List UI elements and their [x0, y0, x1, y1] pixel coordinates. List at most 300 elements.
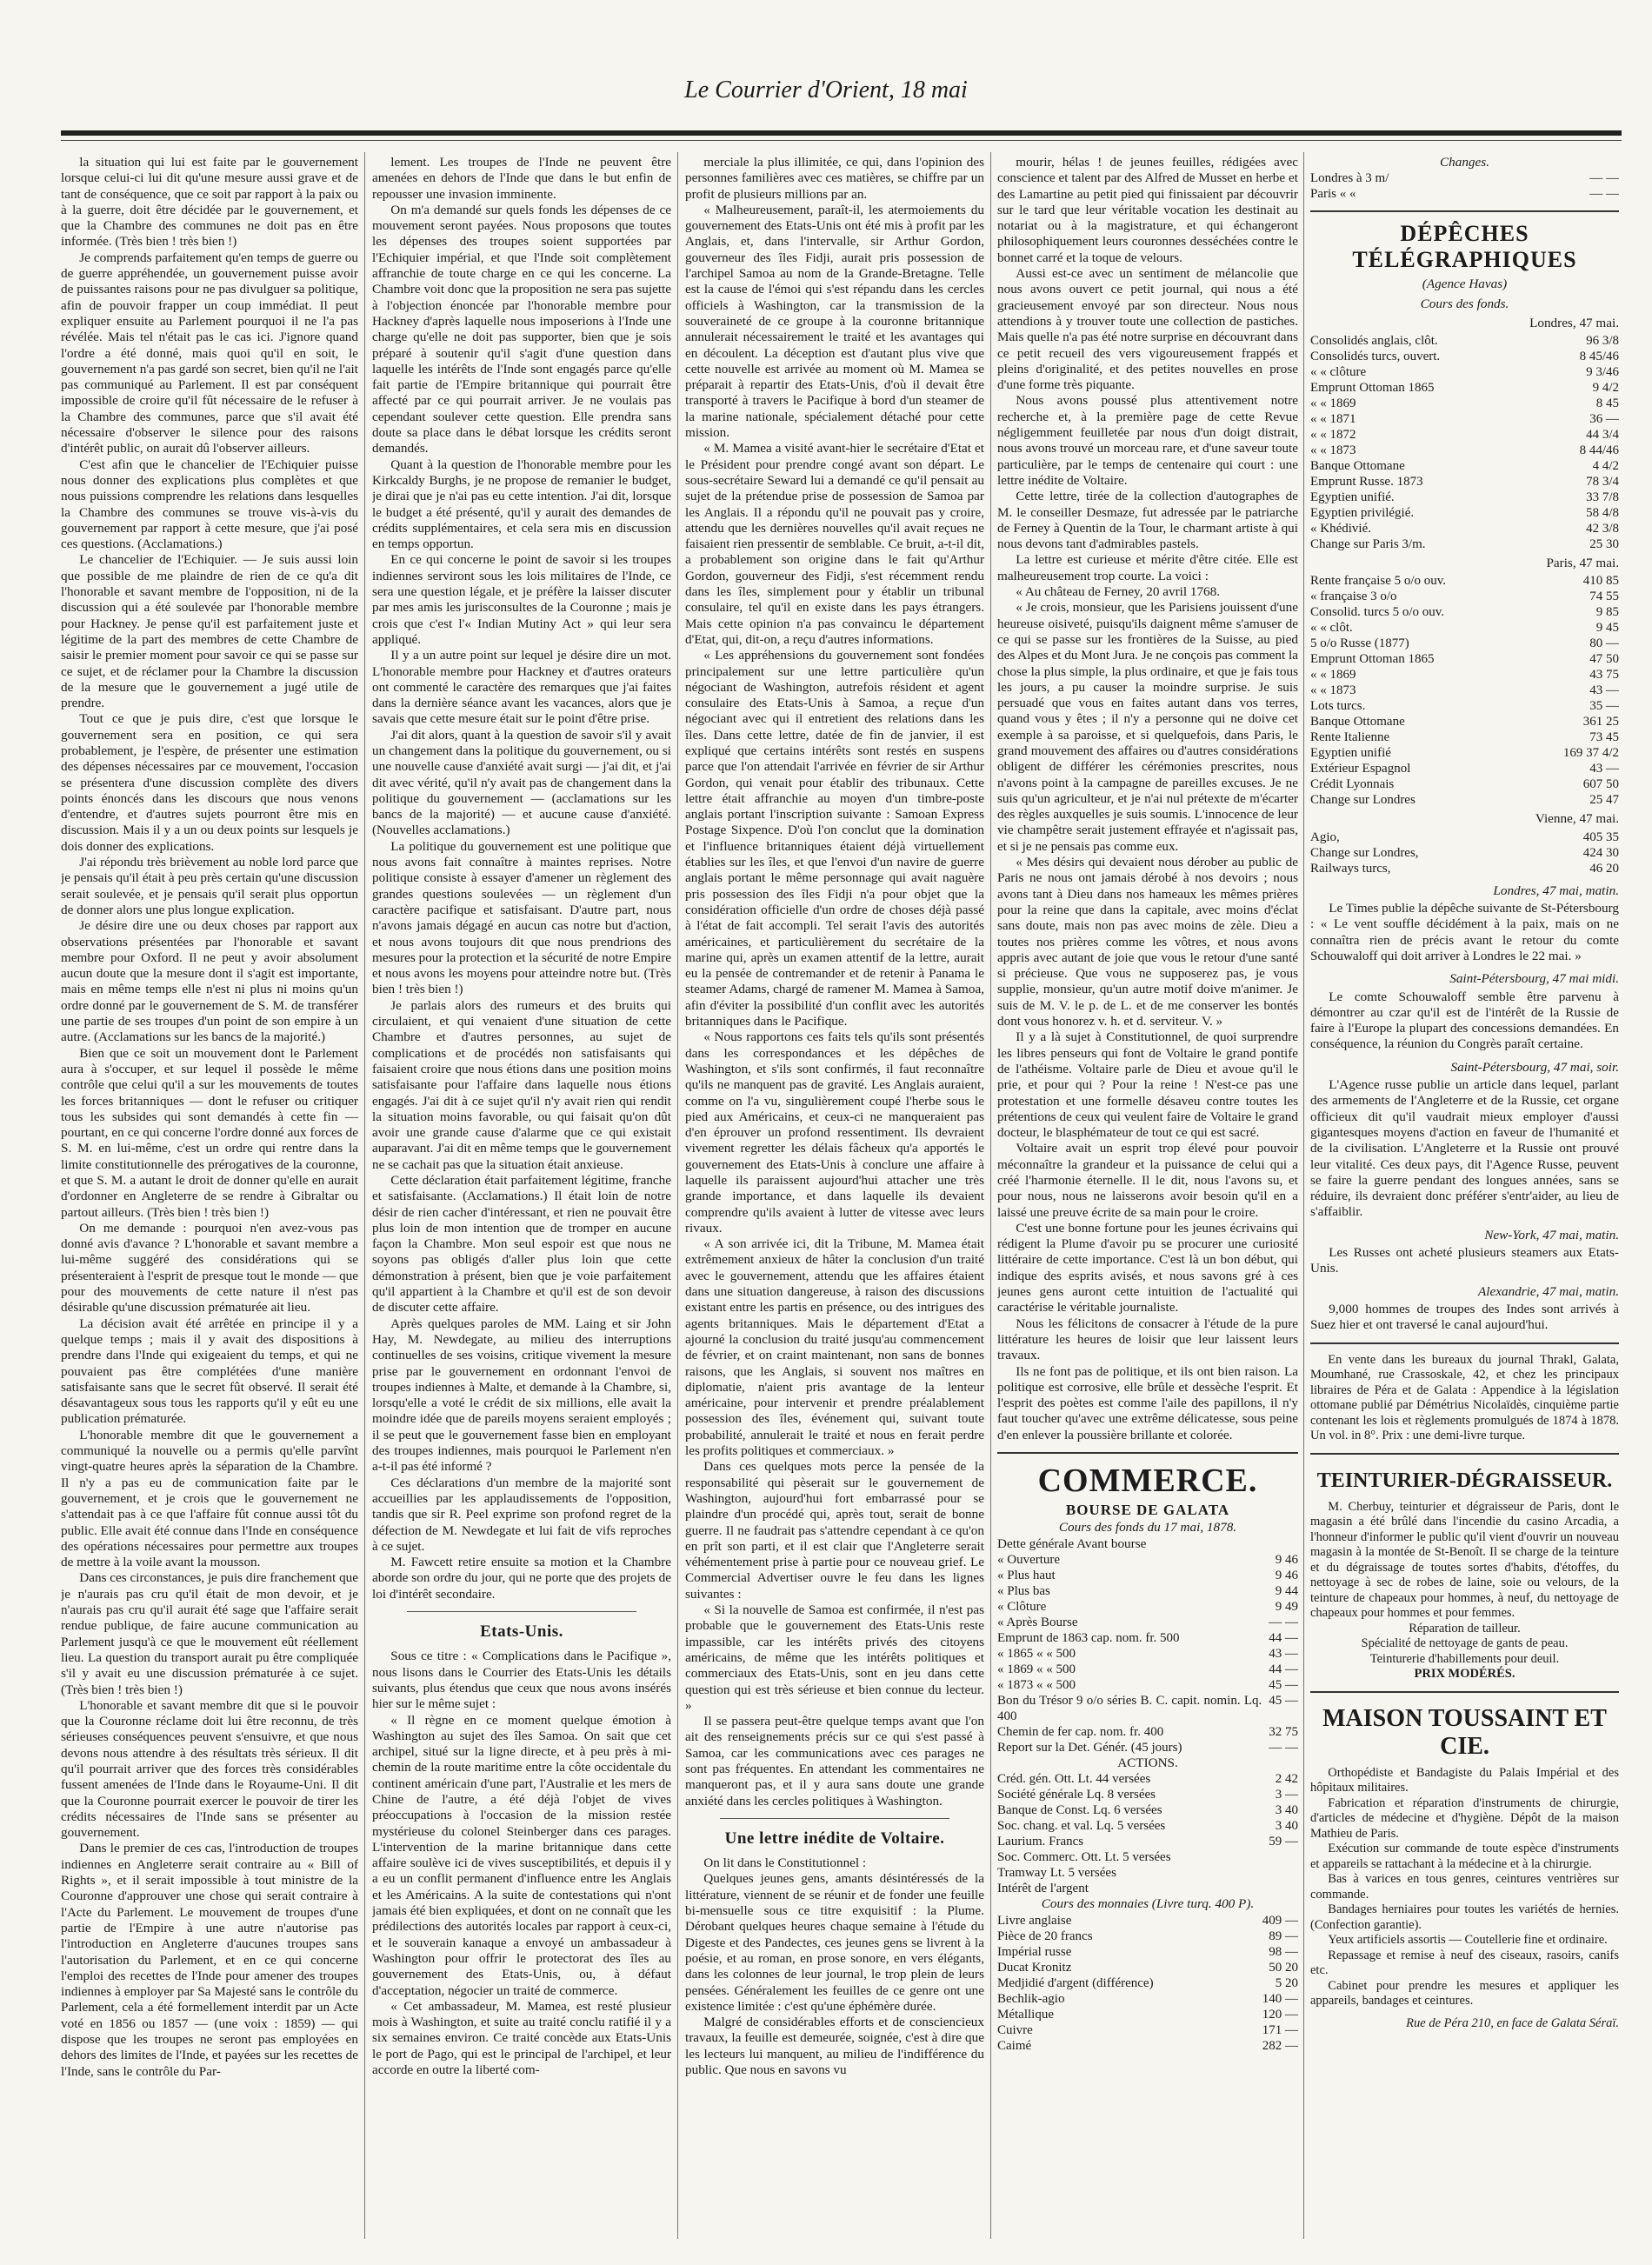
column-1: [61, 155, 358, 2239]
article-paragraph: Bien que ce soit un mouvement dont le Parlement aura à s'occuper, et sur lequel il possède le même contrôle que celui qu'il a sur les mouvements de toutes les forces britanniques — dont le refuser ou critiquer tous les subsides qui sont demandés à cette fin — pourtant, en ce qui concerne l'ordre donné aux forces de S. M. en lui-même, c'est un ordre qui rentre dans la limite constitutionnelle des prérogatives de la couronne, et que S. M. a autant le droit de donner qu'elle en aurait d'ordonner en Angleterre de se rendre à Gibraltar ou partout ailleurs. (Très bien ! très bien !): [61, 1045, 358, 1220]
quote-value: 50 20: [1269, 1960, 1298, 1975]
article-paragraph: Ils ne font pas de politique, et ils ont bien raison. La politique est corrosive, elle brûle et dessèche l'esprit. Et l'esprit des poètes est comme l'aile des papillons, il n'y faut toucher qu'avec une extrême délicatesse, sous peine d'en enlever la poussière brillante et colorée.: [997, 1363, 1298, 1442]
separator: [407, 1611, 636, 1612]
quote-row: [997, 1881, 1298, 1896]
quote-value: 8 44/46: [1579, 443, 1619, 458]
article-paragraph: lement. Les troupes de l'Inde ne peuvent être amenées en dehors de l'Inde que dans le but enfin de repousser une invasion imminente.: [372, 155, 671, 202]
separator: [1310, 1342, 1619, 1344]
article-paragraph: En ce qui concerne le point de savoir si les troupes indiennes serviront sous les lois militaires de l'Inde, ce sera une question légale, et je préfère la laisser discuter par mes amis les jurisconsultes de la Couronne ; mais je crois que c'est l'« Indian Mutiny Act » qui leur sera appliqué.: [372, 552, 671, 647]
dette-heading: Dette générale Avant bourse: [997, 1536, 1147, 1551]
quote-row: [997, 1944, 1298, 1960]
separator: [1310, 1453, 1619, 1455]
quote-label: Extérieur Espagnol: [1310, 762, 1411, 776]
article-paragraph: Malgré de considérables efforts et de consciencieux travaux, la feuille est demeurée, soignée, c'est à dire que les lecteurs lui manquent, au milieu de l'indifférence du public. Que nous en savons vu: [685, 2015, 984, 2078]
quote-value: — —: [1269, 1615, 1298, 1629]
agency-name: (Agence Havas): [1422, 276, 1508, 292]
article-paragraph: Après quelques paroles de MM. Laing et sir John Hay, M. Newdegate, au milieu des interruptions continuelles de ses voisins, critique vivement la mesure prise par le gouvernement en ordonnant l'envoi de troupes indiennes à Malte, et demande à la Chambre, si, lorsqu'elle a voté le crédit de six millions, elle avait la moindre idée que de pareils moyens seraient employés ; il se peut que le gouvernement fasse bien en employant des troupes indiennes, mais pourquoi le Parlement n'en a-t-il pas été informé ?: [372, 1316, 671, 1475]
article-paragraph: Quelques jeunes gens, amants désintéressés de la littérature, viennent de se réunir et de fonder une feuille bi-mensuelle sous ce titre exquisitif : la Plume. Dérobant quelques heures chaque semaine à l'étude du Digeste et des Pandectes, ces jeunes gens se livrent à la poésie, et au roman, en prose sonore, en vers élégants, dans les colonnes de leur journal, le trop plein de leurs pensées. Généralement les feuilles de ce genre ont une existence limitée : c'est qu'une éphémère durée.: [685, 1871, 984, 2014]
column-divider: [1303, 152, 1304, 2239]
quote-label: « « 1872: [1310, 428, 1356, 443]
quote-value: 80 —: [1589, 636, 1619, 651]
vienna-quotes-table: [1310, 829, 1619, 876]
quote-row: [1310, 536, 1619, 552]
quote-value: 2 42: [1275, 1772, 1298, 1787]
quote-row: [997, 1991, 1298, 2007]
quote-value: — —: [1589, 187, 1619, 202]
article-paragraph: Aussi est-ce avec un sentiment de mélancolie que nous avons ouvert ce petit journal, qui nous a été gracieusement envoyé par son directeur. Nous nous attendions à y trouver toute une collection de pastiches. Mais quelle n'a pas été notre surprise en découvrant dans ce petit recueil des vers vigoureusement frappés et pleins d'originalité, et des petites nouvelles en prose d'une forme très piquante.: [997, 266, 1298, 393]
toussaint-lines: [1310, 1766, 1619, 2009]
quote-label: Emprunt Russe. 1873: [1310, 475, 1423, 490]
article-paragraph: « Si la nouvelle de Samoa est confirmée, il n'est pas probable que le gouvernement des Etats-Unis reste impassible, car les intérêts privés des citoyens américains, de même que les intérêts politiques et commerciaux des Etats-Unis, sont en jeu dans cette question qui est très sérieuse et bien connue du lecteur. »: [685, 1602, 984, 1713]
toussaint-address: Rue de Péra 210, en face de Galata Séraï.: [1406, 2015, 1619, 2030]
monnaies-table: [997, 1913, 1298, 2054]
article-paragraph: La décision avait été arrêtée en principe il y a quelque temps ; mais il y avait des dispositions à prendre dans l'Inde qui exigeaient du temps, et qui ne pouvaient pas être complétées d'une manière satisfaisante sans que le secret fût observé. Il serait été désavantageux sous tous les rapports qu'il y eût eu une publication prématurée.: [61, 1316, 358, 1427]
article-paragraph: « Il règne en ce moment quelque émotion à Washington au sujet des îles Samoa. On sait que cet archipel, situé sur la ligne directe, et à peu près à mi-chemin de la route maritime entre la côte occidentale du continent américain d'une part, l'Australie et les mers de Chine de l'autre, a été déjà l'objet de vives préoccupations à l'occasion de la mission restée mystérieuse du colonel Steinberger dans ces parages. L'intervention de la marine britannique dans cette affaire soulève ici de vives susceptibilités, et depuis il y a eu un conflit permanent d'influence entre les Anglais et les Américains. A la suite de contestations qui n'ont jamais été bien expliquées, et dont on ne connaît que les prédilections des autorités locales par rapport à ceux-ci, et le souverain kanaque a envoyé un ambassadeur à Washington pour offrir le protectorat des îles au gouvernement des Etats-Unis, ou, à défaut d'acceptation, négocier un traité de commerce.: [372, 1712, 671, 1998]
toussaint-line: Fabrication et réparation d'instruments de chirurgie, d'articles de médecine et d'hygiène. Dépôt de la maison Mathieu de Paris.: [1310, 1795, 1619, 1841]
quote-row: [997, 1818, 1298, 1834]
quote-value: 5 20: [1275, 1975, 1298, 1990]
quote-value: 25 30: [1589, 537, 1619, 552]
quote-row: [1310, 573, 1619, 589]
paris-quote-head: Paris, 47 mai.: [1546, 556, 1619, 571]
article-paragraph: « Mes désirs qui devaient nous dérober au public de Paris ne nous ont jamais dérobé à nos devoirs ; nous avons tant à Dieu dans nos hameaux les mêmes prières pour la reine que dans la capitale, avec moins d'éclat sans doute, mais non pas avec moins de zèle. Dieu a toutes nos prières comme les vôtres, et nous avons appris avec autant de joie que vous le retour d'une santé si précieuse. Que vous ne supposerez pas, je vous supplie, monsieur, qu'un autre motif doive m'animer. Je suis de M. V. le p. de L. et de me conserver les bontés dont vous honorez v. h. et d. serviteur. V. »: [997, 855, 1298, 1029]
column-divider: [990, 152, 991, 2239]
quote-row: [997, 1771, 1298, 1787]
quote-value: 35 —: [1589, 699, 1619, 714]
quote-label: Londres à 3 m/: [1310, 171, 1389, 186]
dispatch-dateline: Alexandrie, 47 mai, matin.: [1478, 1283, 1619, 1299]
article-paragraph: La politique du gouvernement est une politique que nous avons fait connaître à maintes reprises. Notre politique consiste à essayer d'amener un règlement des grandes questions soulevées — un règlement d'un caractère pacifique et satisfaisant. D'autre part, nous n'avons jamais dégagé en aucun cas notre but d'action, et nous avons toujours dit que nous prendrions des mesures pour la protection et la sécurité de notre Empire et nous avons les moyens pour atteindre notre but. (Très bien ! très bien !): [372, 838, 671, 997]
toussaint-line: Orthopédiste et Bandagiste du Palais Impérial et des hôpitaux militaires.: [1310, 1765, 1619, 1795]
london-quotes-table: [1310, 333, 1619, 552]
quote-value: — —: [1269, 1740, 1298, 1755]
dispatch-text: Le comte Schouwaloff semble être parvenu à démontrer au czar qu'il est de l'intérêt de la Russie de faire à l'Europe la plupart des concessions demandées. En conséquence, la réunion du Congrès paraît certaine.: [1310, 989, 1619, 1052]
quote-label: Livre anglaise: [997, 1913, 1072, 1928]
quote-row: [1310, 636, 1619, 651]
quote-value: 74 55: [1589, 590, 1619, 604]
quote-label: Intérêt de l'argent: [997, 1882, 1089, 1896]
quote-value: 4 4/2: [1592, 459, 1619, 474]
quote-value: 44 3/4: [1586, 428, 1619, 443]
article-paragraph: Dans ces quelques mots perce la pensée de la responsabilité qui pèserait sur le gouvernement de Washington, aujourd'hui fort embarrassé pour se plaindre d'un procédé qui, après tout, serait de bonne guerre. Il ne faudrait pas s'attendre cependant à ce qu'on en prît son parti, et il est clair que l'Angleterre serait véhémentement prise à partie pour ce nouveau grief. Le Commercial Advertiser ouvre le feu dans les lignes suivantes :: [685, 1459, 984, 1602]
quote-value: 9 46: [1275, 1568, 1298, 1582]
dispatch-text: Le Times publie la dépêche suivante de St-Pétersbourg : « Le vent souffle décidément à la paix, mais on ne connaîtra rien de précis avant le retour du comte Schouwaloff qui doit arriver à Londres le 22 mai. »: [1310, 901, 1619, 963]
article-paragraph: Je désire dire une ou deux choses par rapport aux observations présentées par l'honorable et savant membre pour Oxford. Il ne peut y avoir absolument aucun doute que la mesure dont il s'agit est importante, mais en même temps elle n'est ni plus ni moins qu'un ordre donné par le gouvernement de S. M. de transférer une partie de ses troupes d'un point de son empire à un autre. (Acclamations sur les bancs de la majorité.): [61, 918, 358, 1045]
quote-value: 44 —: [1269, 1662, 1298, 1676]
quote-row: [1310, 589, 1619, 604]
teinturier-prix: PRIX MODÉRÉS.: [1414, 1667, 1515, 1681]
quote-value: 9 45: [1595, 621, 1619, 636]
article-paragraph: C'est une bonne fortune pour les jeunes écrivains qui rédigent la Plume d'avoir pu se procurer une curiosité littéraire de cette importance. C'est là un bon début, qui indique des esprits avisés, et nous savons gré à ces jeunes gens auront cette intuition de l'actualité qui caractérise le véritable journaliste.: [997, 1220, 1298, 1316]
section-title-voltaire: Une lettre inédite de Voltaire.: [724, 1829, 945, 1848]
article-paragraph: « Nous rapportons ces faits tels qu'ils sont présentés dans les correspondances et les dépêches de Washington, et s'ils sont confirmés, il faut reconnaître qu'ils ne manquent pas de gravité. Les Anglais auraient, comme on l'a vu, singulièrement coupé l'herbe sous le pied aux Américains, et ceux-ci ne manqueraient pas d'en éprouver un profond ressentiment. Ils devraient vivement regretter les délais fâcheux qu'a apportés le gouvernement des Etats-Unis à conclure une affaire à laquelle ils paraissent aujourd'hui attacher une très grande importance, et dans laquelle ils devaient comprendre qu'ils avaient à lutter de vitesse avec leurs rivaux.: [685, 1029, 984, 1236]
quote-value: 9 4/2: [1592, 381, 1619, 396]
quote-row: [997, 1630, 1298, 1646]
quote-row: [997, 1568, 1298, 1583]
quote-row: [1310, 396, 1619, 411]
quote-row: [1310, 505, 1619, 521]
quote-value: — —: [1589, 171, 1619, 186]
changes-title: Changes.: [1440, 155, 1489, 170]
quote-value: 9 49: [1275, 1599, 1298, 1614]
quote-label: Chemin de fer cap. nom. fr. 400: [997, 1724, 1164, 1739]
quote-label: Consolid. turcs 5 o/o ouv.: [1310, 605, 1445, 620]
quote-row: [997, 1960, 1298, 1975]
quote-value: [1246, 1865, 1298, 1881]
quote-label: « « 1873: [1310, 443, 1356, 458]
quote-label: Crédit Lyonnais: [1310, 777, 1395, 792]
dispatch-dateline: New-York, 47 mai, matin.: [1484, 1227, 1619, 1242]
quote-value: 78 3/4: [1586, 475, 1619, 490]
quote-label: Egyptien unifié: [1310, 746, 1391, 761]
teinturier-lines: [1310, 1622, 1619, 1668]
teinturier-line: Teinturerie d'habillements pour deuil.: [1369, 1651, 1560, 1666]
quote-value: 9 44: [1275, 1583, 1298, 1598]
quote-value: 32 75: [1269, 1724, 1298, 1739]
quote-label: Ducat Kronitz: [997, 1960, 1072, 1975]
quote-label: « française 3 o/o: [1310, 590, 1397, 604]
article-paragraph: « Je crois, monsieur, que les Parisiens jouissent d'une heureuse oisiveté, puisqu'ils daignent même s'amuser de ce qui se passe sur les frontières de la Suisse, au pied des Alpes et du Mont Jura. Je ne conçois pas comment la chose la plus simple, la plus ordinaire, et que je fais tous les jours, a pu causer la moindre surprise. Je suis persuadé que vous en faites autant dans vos terres, quand vous y êtes ; il n'y a personne qui ne doive cet exemple à sa paroisse, et si quelquefois, dans Paris, le grand mouvement des affaires ou d'autres considérations obligent de différer les cérémonies prescrites, nous n'avons point à la campagne de pareilles excuses. Je ne suis qu'un agriculteur, et je n'ai nul prétexte de m'écarter des règles auxquelles je suis soumis. L'innocence de leur vie champêtre serait justement effrayée et n'agissait pas, et si je ne pensais pas comme eux.: [997, 600, 1298, 854]
quote-row: [1310, 333, 1619, 349]
quote-value: 44 —: [1269, 1630, 1298, 1645]
quote-row: [997, 2022, 1298, 2038]
article-paragraph: On m'a demandé sur quels fonds les dépenses de ce mouvement seront payées. Nous proposons que toutes les dépenses des troupes soient supportées par l'Echiquier impérial, et que l'Inde soit complètement affranchie de toute charge en ce qui les concerne. La Chambre voit donc que la proposition ne sera pas sujette à l'objection énoncée par l'honorable membre pour Hackney d'après laquelle nous imposerions à l'Inde une charge qu'elle ne doit pas supporter, bien que je sois préparé à soutenir qu'il s'agit d'une question dans laquelle les intérêts de l'Inde sont engagés parce qu'elle fait partie de l'Empire britannique qui pourrait être affecté par ce qui pourrait arriver. Je ne voulais pas cependant soulever cette question. Elle prendra sans doute sa place dans le débat lorsque les crédits seront demandés.: [372, 202, 671, 456]
teinturier-text: M. Cherbuy, teinturier et dégraisseur de Paris, dont le magasin a été brûlé dans l'incendie du casino Arcadia, a l'honneur d'informer le public qu'il vient d'ouvrir un nouveau magasin à la montée de St-Benoît. Il se charge de la teinture et du dégraissage de toutes sortes d'habits, d'étoffes, du nettoyage à sec de robes de laine, soie ou velours, de la teinture de chapeaux pour hommes, à neuf, du nettoyage de chapeaux pour hommes et pour femmes.: [1310, 1499, 1619, 1620]
quote-value: 282 —: [1262, 2038, 1298, 2053]
toussaint-title: MAISON TOUSSAINT ET CIE.: [1322, 1704, 1607, 1760]
quote-label: « « clôt.: [1310, 621, 1353, 636]
teinturier-line: Spécialité de nettoyage de gants de peau.: [1361, 1636, 1569, 1650]
quote-row: [997, 1802, 1298, 1818]
quote-row: [997, 1599, 1298, 1615]
article-paragraph: Je parlais alors des rumeurs et des bruits qui circulaient, et qui venaient d'une situation de cette Chambre et d'autres personnes, au sujet de complications et de procédés non satisfaisants qui faisaient croire que nous étions dans une position moins satisfaisante pour l'affaire dans laquelle nous étions engagés. J'ai dit à ce sujet qu'il n'y avait rien qui rendit la situation moins favorable, ou qui faisait qu'on dût avoir une grande cause d'alarme que ce qui existait auparavant. J'ai dit en même temps que le gouvernement ne se cachait pas que la situation était anxieuse.: [372, 997, 671, 1172]
quote-value: 47 50: [1589, 652, 1619, 667]
quote-label: Agio,: [1310, 829, 1340, 844]
quote-value: 96 3/8: [1586, 334, 1619, 349]
article-paragraph: M. Fawcett retire ensuite sa motion et la Chambre aborde son ordre du jour, qui ne porte que des projets de loi d'intérêt secondaire.: [372, 1555, 671, 1602]
dispatch-text: 9,000 hommes de troupes des Indes sont arrivés à Suez hier et ont traversé le canal aujourd'hui.: [1310, 1301, 1619, 1333]
quote-row: [997, 1677, 1298, 1693]
quote-value: 43 —: [1589, 683, 1619, 698]
quote-value: 98 —: [1269, 1944, 1298, 1959]
quote-label: « Khédivié.: [1310, 522, 1371, 536]
quote-label: « « 1869: [1310, 668, 1356, 683]
quote-value: 3 40: [1275, 1803, 1298, 1818]
quote-label: « « 1873: [1310, 683, 1356, 698]
quote-row: [1310, 714, 1619, 729]
quote-value: 89 —: [1269, 1929, 1298, 1943]
article-paragraph: Ces déclarations d'un membre de la majorité sont accueillies par les applaudissements de l'opposition, tandis que sir R. Peel exprime son profond regret de la défection de M. Newdegate et lui fait de vifs reproches à ce sujet.: [372, 1475, 671, 1554]
article-paragraph: On lit dans le Constitutionnel :: [703, 1855, 867, 1871]
toussaint-line: Bas à varices en tous genres, ceintures ventrières sur commande.: [1310, 1872, 1619, 1902]
article-paragraph: L'honorable et savant membre dit que si le pouvoir que la Couronne réclame doit lui être reconnu, de très sérieuses conséquences peuvent s'ensuivre, et que nous devons nous attendre à des résultats très sérieux. Il dit qu'il pourrait arriver que des forces très considérables fussent amenées de l'Inde dans le Royaume-Uni. Il dit que la Couronne pourrait exercer le pouvoir de tirer les crédits nécessaires de l'Inde sans se présenter au gouvernement.: [61, 1697, 358, 1841]
dispatch-dateline: Saint-Pétersbourg, 47 mai midi.: [1449, 971, 1619, 987]
quote-row: [1310, 845, 1619, 861]
quote-row: [1310, 521, 1619, 536]
article-paragraph: Il y a là sujet à Constitutionnel, de quoi surprendre les libres penseurs qui font de Voltaire le grand pontife de l'athéisme. Voltaire parle de Dieu et avoue qu'il le prie, et pour qui ? Pour la reine ! N'est-ce pas une protestation et une formelle désaveu contre toutes les prétentions de ceux qui veulent faire de Voltaire le grand docteur, le blasphémateur de tout ce qui est sacré.: [997, 1029, 1298, 1141]
article-paragraph: Il se passera peut-être quelque temps avant que l'on ait des renseignements précis sur ce qui s'est passé à Samoa, car les communications avec ces parages ne sont pas fréquentes. En attendant les commentaires ne manqueront pas, et il y aura sans doute une grande anxiété dans les cercles politiques à Washington.: [685, 1714, 984, 1809]
quote-value: 59 —: [1269, 1835, 1298, 1849]
changes-table: [1310, 170, 1619, 202]
news-dispatches: [1310, 883, 1619, 1334]
quote-label: Paris « «: [1310, 187, 1356, 202]
masthead: Le Courrier d'Orient, 18 mai: [684, 77, 968, 103]
dispatch-text: L'Agence russe publie un article dans lequel, parlant des armements de l'Angleterre et de la Russie, cet organe officieux dit qu'il vaudrait mieux employer d'aussi gigantesques moyens d'action en faveur de l'humanité et de la civilisation. L'Angleterre et la Russie ont prouvé leur vitalité. Ces deux pays, dit l'Agence Russe, peuvent se faire la guerre pendant des longues années, sans se réduire, ils devraient donc préférer s'entr'aider, au lieu de s'affaiblir.: [1310, 1077, 1619, 1220]
column-divider: [677, 152, 678, 2239]
quote-row: [1310, 667, 1619, 683]
quote-row: [997, 1834, 1298, 1849]
vente-notice: En vente dans les bureaux du journal Thrakl, Galata, Moumhané, rue Crassoskale, 42, et chez les principaux libraires de Péra et de Galata : Appendice à la législation ottomane publié par Démétrius Nicolaïdès, cinquième partie contenant les lois et règlements promulgués de 1874 à 1878. Un vol. in 8°. Prix : une demi-livre turque.: [1310, 1352, 1619, 1442]
quote-label: Créd. gén. Ott. Lt. 44 versées: [997, 1772, 1151, 1787]
article-paragraph: Dans le premier de ces cas, l'introduction de troupes indiennes en Angleterre serait contraire au « Bill of Rights », et il serait impossible à tout ministre de la Couronne d'approuver une chose qui serait contraire à l'Acte du Parlement. Le mouvement de troupes d'une partie de l'Empire à une autre n'autorise pas l'introduction en Angleterre d'aucunes troupes sans l'autorisation du Parlement, et en ce qui concerne l'emploi des recettes de l'Inde pour amener des troupes indiennes à employer par Sa Majesté sans le contrôle du Parlement, cela a été formellement interdit par un Acte voté en 1856 ou 1857 — (une voix : 1859) — qui dispose que les troupes ne seront pas employées en dehors des limites de l'Inde, et payées sur les recettes de l'Inde, sans le contrôle du Par-: [61, 1841, 358, 2079]
london-quote-head: Londres, 47 mai.: [1529, 315, 1619, 330]
separator: [1310, 210, 1619, 212]
actions-heading: ACTIONS.: [1117, 1755, 1178, 1770]
quote-value: 169 37 4/2: [1562, 746, 1619, 761]
quote-row: [997, 1693, 1298, 1724]
article-paragraph: C'est afin que le chancelier de l'Echiquier puisse nous donner des explications plus complètes et que nous puissions comprendre les relations dans lesquelles la Chambre des communes se trouve vis-à-vis du gouvernement par rapport à cette mesure, que j'ai posé ces questions. (Acclamations.): [61, 456, 358, 552]
quote-label: Change sur Londres: [1310, 793, 1416, 808]
quote-label: Report sur la Det. Génér. (45 jours): [997, 1740, 1182, 1755]
quote-label: « Plus haut: [997, 1568, 1056, 1582]
quote-label: « « 1871: [1310, 412, 1356, 427]
column-5: [1310, 155, 1619, 2239]
quote-label: Medjidié d'argent (différence): [997, 1975, 1154, 1990]
article-paragraph: « Les appréhensions du gouvernement sont fondées principalement sur une lettre particulière qu'un négociant de Washington, autrefois résident et agent consulaire des Etats-Unis à Samoa, a reçue d'un négociant avec qui il entretient des relations dans les îles. Dans cette lettre, datée de fin de janvier, il est expliqué que certains intérêts sont restés en suspens parce que l'on attendait l'arrivée en février de sir Arthur Gordon, qui venait pour établir des tribunaux. Cette lettre était affranchie au moyen d'un timbre-poste anglais portant l'inscription suivante : Samoan Express Postage Sixpence. D'où l'on conclut que la domination et l'influence britanniques étaient déjà virtuellement établies sur les îles, et que l'envoi d'un navire de guerre anglais portant le même personnage qui avait naguère pris possession des îles Fidji n'a pour objet que la considération officielle d'un ordre de choses déjà passé à l'état de fait accompli. Tel serait l'avis des autorités américaines, et particulièrement du secrétaire de la marine qui, après un examen attentif de la lettre, aurait eu la pensée de contremander et de retenir à Panama le steamer Adams, chargé de ramener M. Mamea à Samoa, afin d'éviter la possibilité d'un conflit avec les autorités britanniques dans le Pacifique.: [685, 648, 984, 1029]
quote-label: « Ouverture: [997, 1552, 1061, 1567]
quote-row: [1310, 792, 1619, 808]
quote-value: 42 3/8: [1586, 522, 1619, 536]
bourse-table: [997, 1552, 1298, 1755]
quote-row: [1310, 729, 1619, 745]
article-paragraph: « Malheureusement, paraît-il, les atermoiements du gouvernement des Etats-Unis ont été mis à profit par les Anglais, et, dans l'intervalle, sir Arthur Gordon, gouverneur des îles Fidji, aurait pris possession de l'archipel Samoa au nom de la Grande-Bretagne. Telle est la cause de l'émoi qui s'est répandu dans les cercles officiels à Washington, car la transmission de la souveraineté de ce groupe à la couronne britannique annulerait nécessairement le traité et les avantages qui en découlent. La déception est d'autant plus vive que cette nouvelle est arrivée au moment où M. Mamea se préparait à repartir des Etats-Unis, d'où il devait être transporté à travers le Pacifique à bord d'un steamer de la marine nationale, spécialement détaché pour cette mission.: [685, 202, 984, 441]
quote-label: « 1869 « « 500: [997, 1662, 1076, 1676]
article-paragraph: « Au château de Ferney, 20 avril 1768.: [1016, 584, 1221, 600]
toussaint-line: Cabinet pour prendre les mesures et appliquer les appareils, bandages et ceintures.: [1310, 1978, 1619, 2008]
quote-value: 3 40: [1275, 1819, 1298, 1834]
article-paragraph: L'honorable membre dit que le gouvernement a communiqué la nouvelle ou a permis qu'elle parvînt vingt-quatre heures après la séparation de la Chambre. Il n'y a pas eu de communication faite par le gouvernement, et je crois que le gouvernement ne s'attendait pas à ce que l'affaire fût connue aussi tôt du public. Elle avait été connue dans l'Inde en conséquence des opérations nécessaires pour permettre aux troupes de mettre à la voile avant la mousson.: [61, 1427, 358, 1570]
quote-row: [1310, 443, 1619, 458]
quote-row: [997, 1552, 1298, 1568]
separator: [997, 1452, 1298, 1454]
article-paragraph: Je comprends parfaitement qu'en temps de guerre ou de guerre appréhendée, un gouvernement puisse avoir de puissantes raisons pour ne pas divulguer sa politique, afin de pouvoir frapper un coup immédiat. Il peut expliquer ensuite au Parlement pourquoi il ne l'a pas révélée. Mais tel n'était pas le cas ici. J'ignore quand l'ordre a été donné, mais quoi qu'il en soit, le gouvernement n'a pas gardé son secret, bien qu'il ne l'ait pas communiqué au Parlement. Il est par conséquent impossible de croire qu'il fût nécessaire de le refuser à la Chambre des communes, parce que s'il avait été nécessaire d'observer le silence pour des raisons d'intérêt public, on aurait dû l'observer ailleurs.: [61, 250, 358, 456]
teinturier-title: TEINTURIER-DÉGRAISSEUR.: [1316, 1469, 1613, 1492]
quote-value: 45 —: [1269, 1693, 1298, 1708]
separator: [720, 1818, 949, 1819]
quote-label: Emprunt Ottoman 1865: [1310, 652, 1435, 667]
quote-value: 171 —: [1262, 2022, 1298, 2037]
quote-value: 405 35: [1582, 829, 1619, 844]
quote-label: Emprunt Ottoman 1865: [1310, 381, 1435, 396]
article-paragraph: la situation qui lui est faite par le gouvernement lorsque celui-ci lui dit qu'une mesure aussi grave et de tant de conséquence, que ce soit par rapport à la paix ou à la guerre, doit être décidée par le gouvernement, et que la Chambre des communes ne doit pas en être informée. (Très bien ! très bien !): [61, 155, 358, 250]
monnaies-heading: Cours des monnaies (Livre turq. 400 P).: [1041, 1896, 1255, 1912]
quote-value: 361 25: [1582, 715, 1619, 729]
quote-label: Rente Italienne: [1310, 730, 1390, 745]
quote-row: [1310, 349, 1619, 364]
quote-label: « Clôture: [997, 1599, 1047, 1614]
quote-value: 8 45/46: [1579, 350, 1619, 364]
quote-label: Bon du Trésor 9 o/o séries B. C. capit. nomin. Lq. 400: [997, 1693, 1262, 1723]
article-paragraph: Quant à la question de l'honorable membre pour les Kirkcaldy Burghs, je ne propose de remanier le budget, je dirai que je n'ai pas eu cette intention. J'ai dit, lorsque le budget a été présenté, qu'il y aurait des demandes de crédits supplémentaires, et cela sera mis en discussion en temps opportun.: [372, 456, 671, 552]
header-rule-thick: [61, 130, 1622, 136]
article-paragraph: « M. Mamea a visité avant-hier le secrétaire d'Etat et le Président pour prendre congé avant son départ. Le sous-secrétaire Seward lui a demandé ce qu'il pensait au sujet de la prétendue prise de possession de Samoa par les Anglais. Il a répondu qu'il ne pouvait pas y croire, attendu que les dernières nouvelles qu'il avait reçues ne faisaient rien pressentir de semblable. Ce bruit, a-t-il dit, a probablement son origine dans le fait qu'Arthur Gordon, gouverneur des Fidji, s'est récemment rendu dans les îles, simplement pour y établir un tribunal consulaire, tel qu'il en existe dans les pays étrangers. Mais cette opinion n'a pas convaincu le département d'Etat, qui, dit-on, a reçu d'autres informations.: [685, 441, 984, 647]
quote-label: « Plus bas: [997, 1583, 1050, 1598]
quote-label: Impérial russe: [997, 1944, 1072, 1959]
quote-value: 43 75: [1589, 668, 1619, 683]
article-paragraph: Tout ce que je puis dire, c'est que lorsque le gouvernement sera en position, ce qui sera probablement, je l'espère, de présenter une estimation des dépenses nécessaires par ce mouvement, l'occasion se présentera d'une discussion complète des divers points énoncés dans les discours que nous venons d'entendre, et d'autres sujets pourront être mis en discussion. Mais il y a un ou deux points sur lesquels je dois donner des explications.: [61, 711, 358, 854]
quote-label: Métallique: [997, 2007, 1054, 2022]
quote-label: Soc. Commerc. Ott. Lt. 5 versées: [997, 1850, 1171, 1865]
dispatch-text: Les Russes ont acheté plusieurs steamers aux Etats-Unis.: [1310, 1245, 1619, 1276]
quote-value: 120 —: [1262, 2007, 1298, 2022]
quote-row: [997, 1662, 1298, 1677]
quote-label: Egyptien privilégié.: [1310, 506, 1415, 521]
quote-row: [1310, 829, 1619, 845]
toussaint-line: Exécution sur commande de toute espèce d'instruments et appareils se rattachant à la médecine et à la chirurgie.: [1310, 1842, 1619, 1871]
dispatch-dateline: Londres, 47 mai, matin.: [1493, 883, 1619, 898]
section-title-etats-unis: Etats-Unis.: [480, 1622, 563, 1642]
quote-label: Change sur Paris 3/m.: [1310, 537, 1426, 552]
quote-label: Banque Ottomane: [1310, 459, 1405, 474]
quote-row: [997, 1849, 1298, 1865]
commerce-title: COMMERCE.: [1037, 1462, 1258, 1500]
quote-label: Pièce de 20 francs: [997, 1929, 1093, 1943]
toussaint-line: Yeux artificiels assortis — Coutellerie fine et ordinaire.: [1328, 1933, 1608, 1947]
quote-row: [1310, 427, 1619, 443]
quote-row: [1310, 411, 1619, 427]
article-paragraph: « A son arrivée ici, dit la Tribune, M. Mamea était extrêmement anxieux de hâter la conclusion d'un traité avec le gouvernement, attendu que les affaires étaient dans une situation dangereuse, à raison des discussions existant entre les partis en présence, ou des intrigues des agents britanniques. Mais le département d'Etat a ajourné la conclusion du traité jusqu'au commencement de février, et on craint maintenant, non sans de bonnes raisons, que les Anglais, si souvent nos maîtres en diplomatie, n'aient pris avantage de la lenteur américaine, pour intervenir et prendre préalablement possession des îles, événement qui, suivant toute probabilité, annulerait le traité et nous en ferait perdre les profits politiques et commerciaux. »: [685, 1236, 984, 1459]
quote-row: [1310, 380, 1619, 396]
quote-label: Railways turcs,: [1310, 861, 1391, 876]
teinturier-line: Réparation de tailleur.: [1409, 1621, 1521, 1635]
quote-label: Bechlik-agio: [997, 1991, 1065, 2006]
quote-value: 45 —: [1269, 1677, 1298, 1692]
toussaint-line: Repassage et remise à neuf des ciseaux, rasoirs, canifs etc.: [1310, 1948, 1619, 1977]
quote-value: 9 85: [1595, 605, 1619, 620]
quote-row: [997, 1913, 1298, 1929]
article-paragraph: « Cet ambassadeur, M. Mamea, est resté plusieur mois à Washington, et suite au traité conclu ratifié il y a six semaines environ. Ce traité concède aux Etats-Unis le port de Pago, qui est le principal de l'archipel, et leur accorde en outre la liberté com-: [372, 1998, 671, 2078]
quote-label: « Après Bourse: [997, 1615, 1078, 1629]
quote-value: [1246, 1881, 1298, 1896]
article-paragraph: Il y a un autre point sur lequel je désire dire un mot. L'honorable membre pour Hackney et d'autres orateurs ont commenté le caractère des remarques que j'ai faites dans la dernière séance avant les vacances, alors que je savais que cette mesure était sur le point d'être prise.: [372, 648, 671, 727]
quote-row: [997, 2007, 1298, 2022]
column-4: [997, 155, 1298, 2239]
article-paragraph: Cette déclaration était parfaitement légitime, franche et satisfaisante. (Acclamations.) Il était loin de notre désir de rien cacher d'intéressant, et rien ne pouvait être plus loin de mon intention que de tromper en aucune façon la Chambre. Mon seul espoir est que nous ne soyons pas obligés d'aller plus loin que cette démonstration à présent, bien que je voie parfaitement qu'il appartient à la Chambre et qu'il est de son devoir de discuter cette affaire.: [372, 1173, 671, 1316]
quote-label: Change sur Londres,: [1310, 845, 1419, 860]
quote-row: [997, 2038, 1298, 2054]
quote-row: [1310, 651, 1619, 667]
quote-row: [997, 1929, 1298, 1944]
article-paragraph: On me demande : pourquoi n'en avez-vous pas donné avis d'avance ? L'honorable et savant membre a lui-même suggéré des considérations qui se présenteraient à l'esprit de presque tout le monde — que pour des mouvements de cette nature il n'est pas désirable qu'une discussion prématurée ait lieu.: [61, 1220, 358, 1316]
fonds-title: Cours des fonds.: [1420, 296, 1509, 311]
quote-value: 9 46: [1275, 1552, 1298, 1567]
quote-label: Emprunt de 1863 cap. nom. fr. 500: [997, 1630, 1180, 1645]
bourse-title: BOURSE DE GALATA: [1065, 1502, 1230, 1519]
quote-value: 58 4/8: [1586, 506, 1619, 521]
article-paragraph: Cette lettre, tirée de la collection d'autographes de M. le conseiller Desmaze, fut adressée par le patriarche de Ferney à Quentin de la Tour, le charmant artiste à qui nous devons tant d'admirables pastels.: [997, 489, 1298, 552]
quote-label: Laurium. Francs: [997, 1835, 1084, 1849]
quote-label: Banque de Const. Lq. 6 versées: [997, 1803, 1162, 1818]
quote-label: Consolidés turcs, ouvert.: [1310, 350, 1441, 364]
article-paragraph: merciale la plus illimitée, ce qui, dans l'opinion des personnes familières avec ces matières, se chiffre par un profit de plusieurs millions par an.: [685, 155, 984, 202]
separator: [1310, 1691, 1619, 1693]
column-3: [685, 155, 984, 2239]
quote-label: Caimé: [997, 2038, 1032, 2053]
quote-label: « 1865 « « 500: [997, 1646, 1076, 1661]
quote-row: [997, 1615, 1298, 1630]
article-paragraph: J'ai dit alors, quant à la question de savoir s'il y avait un changement dans la politique du gouvernement, ou si une nouvelle cause d'anxiété avait surgi — j'ai dit, et j'ai dit avec vérité, qu'il n'y avait pas de changement dans la politique du gouvernement — (acclamations sur les bancs de la majorité) — et aucune cause d'anxiété. (Nouvelles acclamations.): [372, 727, 671, 838]
quote-value: 140 —: [1262, 1991, 1298, 2006]
toussaint-line: Bandages herniaires pour toutes les variétés de hernies. (Confection garantie).: [1310, 1902, 1619, 1932]
quote-row: [997, 1646, 1298, 1662]
quote-value: 25 47: [1589, 793, 1619, 808]
quote-label: Tramway Lt. 5 versées: [997, 1866, 1116, 1881]
column-divider: [364, 152, 365, 2239]
article-paragraph: Le chancelier de l'Echiquier. — Je suis aussi loin que possible de me plaindre de rien de ce qu'a dit l'honorable et savant membre de l'opposition, ni de la discussion qui a été soulevée par l'honorable membre pour Hackney. Je pense qu'il est parfaitement juste et légitime de la part des membres de cette Chambre de saisir le premier moment pour savoir ce qui se passe sur ce sujet, et de réclamer pour la Chambre la discussion de la mesure que le gouvernement a jugé utile de prendre.: [61, 552, 358, 711]
article-paragraph: La lettre est curieuse et mérite d'être citée. Elle est malheureusement trop courte. La voici :: [997, 552, 1298, 583]
paris-quotes-table: [1310, 573, 1619, 808]
article-paragraph: Dans ces circonstances, je puis dire franchement que je n'aurais pas cru qu'il était de mon devoir, et je n'aurais pas cru qu'il aurait été sage que l'affaire serait rendue publique, de faire aucune communication au Parlement jusqu'à ce que le mouvement eût réellement lieu. La question du transport aurait pu être compliquée s'il y avait eu une discussion prématurée à ce sujet. (Très bien ! très bien !): [61, 1570, 358, 1697]
quote-row: [997, 1724, 1298, 1740]
quote-row: [1310, 458, 1619, 474]
quote-value: 3 —: [1275, 1788, 1298, 1802]
quote-row: [1310, 745, 1619, 761]
quote-row: [1310, 620, 1619, 636]
article-paragraph: Nous les félicitons de consacrer à l'étude de la pure littérature les heures de loisir que leur laissent leurs travaux.: [997, 1316, 1298, 1363]
quote-label: « « clôture: [1310, 365, 1367, 380]
quote-label: Consolidés anglais, clôt.: [1310, 334, 1438, 349]
quote-value: 410 85: [1582, 574, 1619, 589]
quote-label: « « 1869: [1310, 396, 1356, 411]
quote-value: [1246, 1849, 1298, 1865]
quote-value: 9 3/46: [1586, 365, 1619, 380]
column-2: [372, 155, 671, 2239]
article-paragraph: Sous ce titre : « Complications dans le Pacifique », nous lisons dans le Courrier des Etats-Unis les détails suivants, plus étendus que ceux que nous avons insérés hier sur le même sujet :: [372, 1649, 671, 1712]
article-paragraph: mourir, hélas ! de jeunes feuilles, rédigées avec conscience et talent par des Alfred de Musset en herbe et des Lamartine au petit pied qui finissaient par découvrir sur le tard que leur véritable vocation les destinait au notariat ou à la magistrature, et qui échangeront philosophiquement leurs couronnes desséchées contre le bonnet carré et la toque de velours.: [997, 155, 1298, 265]
quote-label: 5 o/o Russe (1877): [1310, 636, 1409, 651]
quote-label: Cuivre: [997, 2022, 1033, 2037]
header-rule-thin: [61, 140, 1622, 141]
dispatches-title: DÉPÊCHES TÉLÉGRAPHIQUES: [1352, 221, 1577, 273]
quote-row: [997, 1975, 1298, 1991]
quote-label: Lots turcs.: [1310, 699, 1366, 714]
quote-row: [1310, 364, 1619, 380]
quote-row: [997, 1583, 1298, 1599]
quote-row: [997, 1740, 1298, 1755]
quote-row: [1310, 776, 1619, 792]
quote-value: 33 7/8: [1586, 490, 1619, 505]
quote-label: « 1873 « « 500: [997, 1677, 1076, 1692]
quote-value: 36 —: [1589, 412, 1619, 427]
quote-row: [1310, 170, 1619, 186]
quote-label: Rente française 5 o/o ouv.: [1310, 574, 1447, 589]
quote-label: Egyptien unifié.: [1310, 490, 1395, 505]
quote-row: [1310, 683, 1619, 698]
quote-label: Soc. chang. et val. Lq. 5 versées: [997, 1819, 1166, 1834]
dispatch-dateline: Saint-Pétersbourg, 47 mai, soir.: [1450, 1059, 1619, 1075]
quote-value: 8 45: [1595, 396, 1619, 411]
article-paragraph: J'ai répondu très brièvement au noble lord parce que je pensais qu'il était à peu près certain qu'une discussion serait soulevée, et je pensais qu'il serait plus opportun de donner alors une plus longue explication.: [61, 855, 358, 917]
quote-value: 424 30: [1582, 845, 1619, 860]
article-paragraph: Voltaire avait un esprit trop élevé pour pouvoir méconnaître la grandeur et la puissance de celui qui a créé l'harmonie éternelle. Il le dit, nous l'avons su, et pour nous, nous ne laisserons avoir besoin qu'il en a laissé une preuve écrite de sa main pour le croire.: [997, 1141, 1298, 1220]
quote-row: [1310, 761, 1619, 776]
quote-value: 73 45: [1589, 730, 1619, 745]
actions-table: [997, 1771, 1298, 1896]
article-paragraph: Nous avons poussé plus attentivement notre recherche et, à la première page de cette Revue négligemment feuilletée par nous d'un doigt distrait, nous avons trouvé un morceau rare, et d'une saveur toute particulière, par le temps de centenaire qui court : une lettre inédite de Voltaire.: [997, 393, 1298, 488]
vienna-quote-head: Vienne, 47 mai.: [1535, 811, 1619, 827]
quote-label: Société générale Lq. 8 versées: [997, 1788, 1156, 1802]
quote-row: [997, 1787, 1298, 1802]
